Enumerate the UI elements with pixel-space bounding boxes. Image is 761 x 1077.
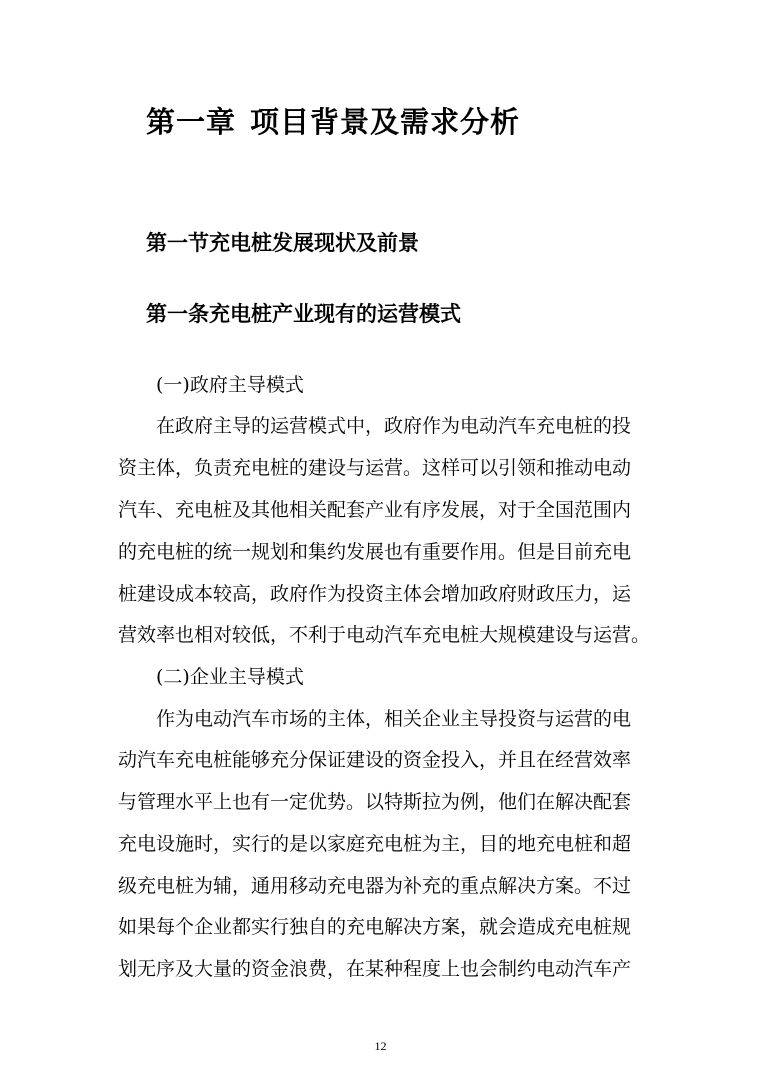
chapter-number: 第一章 xyxy=(146,105,237,139)
paragraph-line: 营效率也相对较低，不利于电动汽车充电桩大规模建设与运营。 xyxy=(118,624,651,646)
paragraph-line: 充电设施时，实行的是以家庭充电桩为主，目的地充电桩和超 xyxy=(118,833,632,855)
paragraph-line: 在政府主导的运营模式中，政府作为电动汽车充电桩的投 xyxy=(156,415,632,437)
paragraph-line: 动汽车充电桩能够充分保证建设的资金投入，并且在经营效率 xyxy=(118,749,632,771)
subheading-government-led: (一)政府主导模式 xyxy=(156,374,304,396)
paragraph-line: 的充电桩的统一规划和集约发展也有重要作用。但是目前充电 xyxy=(118,541,632,563)
page-number: 12 xyxy=(374,1039,387,1053)
paragraph-line: 资主体，负责充电桩的建设与运营。这样可以引领和推动电动 xyxy=(118,457,632,479)
paragraph-line: 级充电桩为辅，通用移动充电器为补充的重点解决方案。不过 xyxy=(118,875,632,897)
paragraph-line: 作为电动汽车市场的主体，相关企业主导投资与运营的电 xyxy=(156,708,632,730)
paragraph-line: 汽车、充电桩及其他相关配套产业有序发展，对于全国范围内 xyxy=(118,499,632,521)
chapter-title xyxy=(146,100,520,141)
paragraph-line: 如果每个企业都实行独自的充电解决方案，就会造成充电桩规 xyxy=(118,916,632,938)
paragraph-line: 与管理水平上也有一定优势。以特斯拉为例，他们在解决配套 xyxy=(118,791,632,813)
section-heading: 第一节充电桩发展现状及前景 xyxy=(146,231,419,255)
article-heading: 第一条充电桩产业现有的运营模式 xyxy=(146,302,461,326)
chapter-name: 项目背景及需求分析 xyxy=(250,105,521,139)
paragraph-line: 划无序及大量的资金浪费，在某种程度上也会制约电动汽车产 xyxy=(118,958,632,980)
paragraph-line: 桩建设成本较高，政府作为投资主体会增加政府财政压力，运 xyxy=(118,583,632,605)
subheading-enterprise-led: (二)企业主导模式 xyxy=(156,666,304,688)
